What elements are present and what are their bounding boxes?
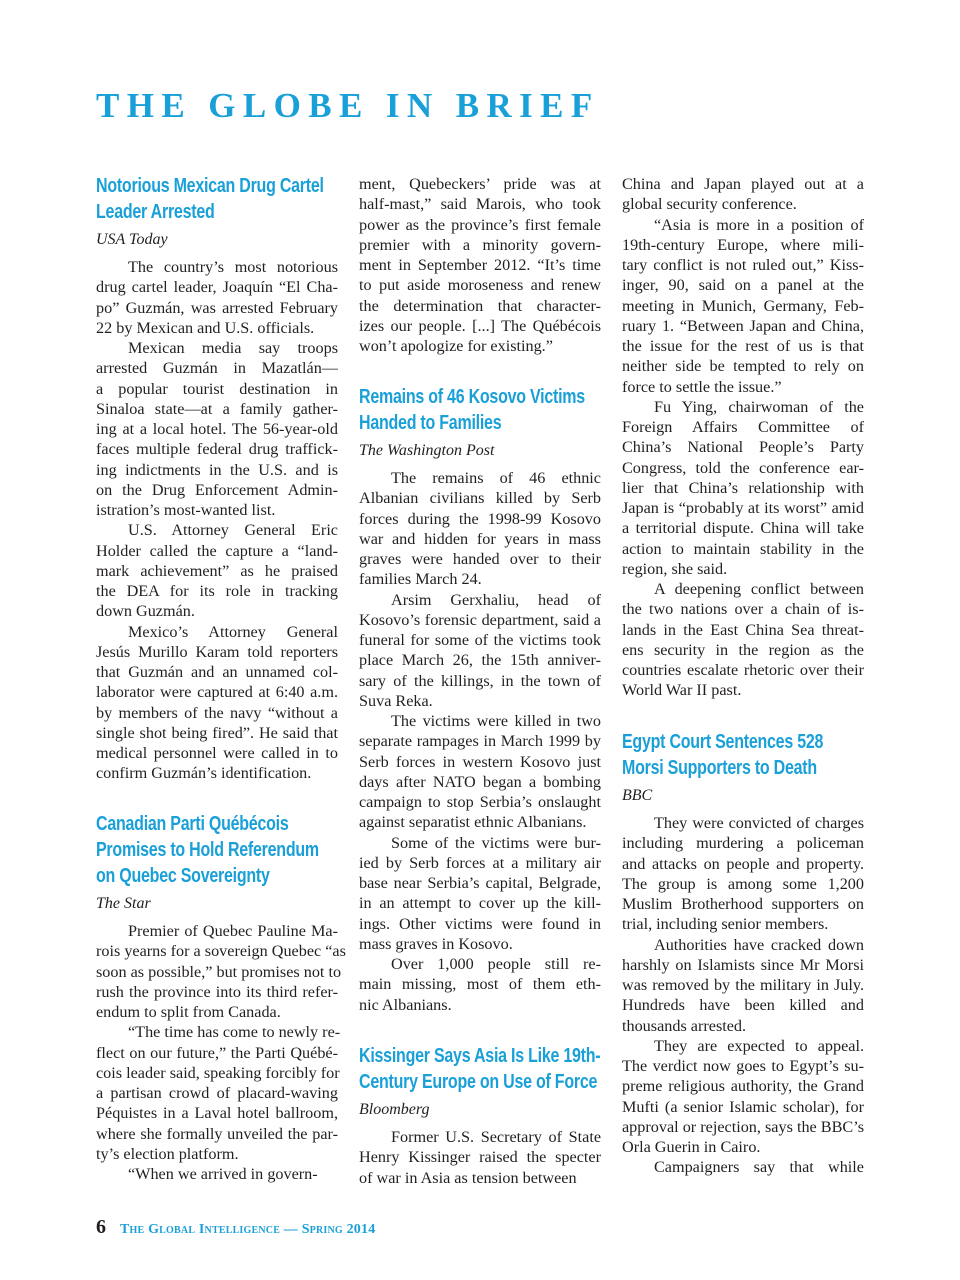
- headline-line: Canadian Parti Québécois: [96, 813, 289, 835]
- text-line: Péquistes in a Laval hotel ballroom,: [96, 1104, 338, 1123]
- paragraph: [359, 954, 601, 1015]
- text-line: The country’s most notorious: [128, 258, 338, 276]
- paragraph: [359, 468, 601, 590]
- text-line: the two nations over a chain of is-: [622, 600, 864, 619]
- headline-line: Handed to Families: [359, 412, 502, 434]
- text-line: a territorial dispute. China will take: [622, 519, 864, 538]
- text-line: Kosovo’s forensic department, said a: [359, 610, 601, 629]
- text-line: Over 1,000 people still re-: [391, 955, 601, 973]
- text-line: A deepening conflict between: [654, 580, 864, 598]
- text-line: in an attempt to cover up the kill-: [359, 894, 601, 913]
- text-line: ty’s election platform.: [96, 1144, 239, 1163]
- text-line: a partisan crowd of placard-waving: [96, 1084, 338, 1102]
- text-line: ment in September 2012. “It’s time: [359, 256, 601, 274]
- article-body: [359, 1127, 601, 1188]
- text-line: istration’s most-wanted list.: [96, 501, 276, 519]
- text-line: 19th-century Europe, where mili-: [622, 235, 864, 254]
- text-line: action to maintain stability in the: [622, 539, 864, 558]
- text-line: Congress, told the conference ear-: [622, 458, 864, 477]
- text-line: approval or rejection, says the BBC’s: [622, 1117, 864, 1136]
- text-line: and attacks on people and property.: [622, 854, 864, 873]
- article: [359, 1043, 601, 1188]
- text-line: medical personnel were called in to: [96, 744, 338, 762]
- paragraph: [622, 579, 864, 701]
- text-line: inger, 90, said on a panel at the: [622, 276, 864, 295]
- text-line: forces during the 1998-99 Kosovo: [359, 509, 601, 528]
- paragraph: [96, 257, 338, 338]
- text-line: won’t apologize for existing.”: [359, 337, 553, 355]
- text-line: of war in Asia as tension between: [359, 1168, 577, 1187]
- text-line: They are expected to appeal.: [654, 1036, 864, 1055]
- text-line: ruary 1. “Between Japan and China,: [622, 316, 864, 335]
- paragraph: [622, 813, 864, 935]
- article-continuation: [359, 174, 601, 356]
- paragraph: [622, 1036, 864, 1158]
- text-line: global security conference.: [622, 195, 797, 214]
- text-line: Suva Reka.: [359, 691, 433, 710]
- text-line: The group is among some 1,200: [622, 874, 864, 893]
- text-line: Japan is “probably at its worst” amid: [622, 499, 864, 517]
- text-line: ied by Serb forces at a military air: [359, 853, 601, 872]
- text-line: endum to split from Canada.: [96, 1003, 281, 1021]
- text-line: half-mast,” said Marois, who took: [359, 195, 601, 214]
- paragraph: [622, 1157, 864, 1177]
- text-line: Some of the victims were bur-: [391, 833, 601, 852]
- text-line: Serb forces in western Kosovo just: [359, 752, 601, 771]
- text-line: rush the province into its third refer-: [96, 982, 338, 1001]
- text-line: Mexico’s Attorney General: [128, 622, 338, 641]
- text-line: campaign to stop Serbia’s onslaught: [359, 793, 601, 811]
- headline-line: Remains of 46 Kosovo Victims: [359, 386, 585, 408]
- text-line: war and hidden for years in mass: [359, 529, 601, 548]
- text-line: Former U.S. Secretary of State: [391, 1128, 601, 1146]
- headline-line: Leader Arrested: [96, 201, 215, 223]
- article-headline: [359, 1043, 601, 1095]
- article-body: [359, 468, 601, 1015]
- text-line: to put aside moroseness and renew: [359, 276, 601, 295]
- text-line: rois yearns for a sovereign Quebec “as: [96, 942, 346, 961]
- text-line: days after NATO began a bombing: [359, 772, 601, 791]
- text-line: ing at a local hotel. The 56-year-old: [96, 420, 338, 438]
- text-line: izes our people. [...] The Québécois: [359, 316, 601, 335]
- text-line: thousands arrested.: [622, 1016, 747, 1035]
- text-line: lands in the East China Sea threat-: [622, 620, 864, 639]
- text-line: lier that China’s relationship with: [622, 478, 864, 497]
- text-line: The victims were killed in two: [391, 712, 601, 730]
- article-body: [96, 921, 346, 1184]
- article-source: BBC: [622, 787, 653, 804]
- article: [359, 384, 601, 1015]
- text-line: soon as possible,” but promises not to: [96, 962, 342, 981]
- text-line: was removed by the military in July.: [622, 976, 864, 994]
- text-line: “When we arrived in govern-: [128, 1165, 318, 1183]
- text-line: a popular tourist destination in: [96, 379, 338, 398]
- text-line: Foreign Affairs Committee of: [622, 418, 864, 436]
- text-line: Campaigners say that while: [654, 1158, 864, 1177]
- headline-line: Promises to Hold Referendum: [96, 839, 319, 861]
- paragraph: [622, 397, 864, 579]
- text-line: Authorities have cracked down: [654, 935, 864, 954]
- text-line: the DEA for its role in tracking: [96, 582, 338, 600]
- page-footer: [96, 1216, 375, 1239]
- article: [622, 729, 864, 1178]
- text-line: China and Japan played out at a: [622, 175, 864, 193]
- paragraph: [96, 520, 338, 621]
- article: [96, 811, 346, 1184]
- paragraph: [359, 1127, 601, 1188]
- text-line: ing indictments in the U.S. and is: [96, 460, 338, 479]
- paragraph: [622, 174, 864, 215]
- text-line: countries escalate rhetoric over their: [622, 661, 864, 679]
- paragraph: [359, 833, 601, 955]
- text-line: force to settle the issue.”: [622, 377, 782, 396]
- text-line: region, she said.: [622, 559, 728, 578]
- text-line: trial, including senior members.: [622, 915, 829, 934]
- headline-line: Kissinger Says Asia Is Like 19th-: [359, 1045, 601, 1067]
- text-line: ings. Other victims were found in: [359, 914, 601, 933]
- text-line: Arsim Gerxhaliu, head of: [391, 590, 601, 609]
- text-line: tary conflict is not ruled out,” Kiss-: [622, 256, 864, 274]
- text-line: faces multiple federal drug traffick-: [96, 440, 338, 459]
- paragraph: [96, 1164, 338, 1184]
- text-line: place March 26, the 15th anniver-: [359, 651, 601, 670]
- article-body: [96, 257, 338, 784]
- text-line: single shot being fired”. He said that: [96, 723, 338, 742]
- text-line: nic Albanians.: [359, 995, 452, 1014]
- text-line: separate rampages in March 1999 by: [359, 732, 601, 751]
- text-line: preme religious authority, the Grand: [622, 1077, 864, 1096]
- text-line: power as the province’s first female: [359, 215, 601, 234]
- article-body: [622, 174, 864, 701]
- text-line: Mexican media say troops: [128, 339, 338, 357]
- text-line: Sinaloa state—at a family gather-: [96, 399, 338, 418]
- article-source: USA Today: [96, 231, 168, 248]
- text-line: Henry Kissinger raised the specter: [359, 1148, 601, 1167]
- article-headline: [96, 173, 338, 225]
- text-line: against separatist ethnic Albanians.: [359, 813, 587, 832]
- text-line: main missing, most of them eth-: [359, 975, 601, 994]
- paragraph: [622, 935, 864, 1036]
- article-continuation: [622, 174, 864, 701]
- text-line: drug cartel leader, Joaquín “El Cha-: [96, 278, 338, 297]
- article-source: The Washington Post: [359, 442, 495, 459]
- text-line: U.S. Attorney General Eric: [128, 521, 338, 540]
- paragraph: [96, 622, 338, 784]
- paragraph: [96, 338, 338, 520]
- paragraph: [359, 590, 601, 712]
- text-line: ment, Quebeckers’ pride was at: [359, 175, 601, 193]
- text-line: down Guzmán.: [96, 602, 195, 621]
- text-line: graves were handed over to their: [359, 550, 601, 568]
- text-line: Fu Ying, chairwoman of the: [654, 397, 864, 416]
- page-number: 6: [96, 1216, 106, 1238]
- text-line: arrested Guzmán in Mazatlán—: [96, 359, 338, 378]
- text-line: Jesús Murillo Karam told reporters: [96, 642, 338, 661]
- text-line: laborator were captured at 6:40 a.m.: [96, 683, 338, 702]
- text-line: “The time has come to newly re-: [128, 1023, 341, 1042]
- text-line: mark achievement” as he praised: [96, 561, 338, 580]
- text-line: cois leader said, speaking forcibly for: [96, 1063, 340, 1082]
- text-line: Muslim Brotherhood supporters on: [622, 895, 864, 913]
- paragraph: [96, 921, 346, 1022]
- text-line: the issue for the rest of us is that: [622, 337, 864, 355]
- text-line: World War II past.: [622, 681, 742, 700]
- text-line: 22 by Mexican and U.S. officials.: [96, 318, 315, 337]
- text-line: po” Guzmán, was arrested February: [96, 298, 338, 317]
- text-line: Albanian civilians killed by Serb: [359, 489, 601, 508]
- text-line: base near Serbia’s capital, Belgrade,: [359, 874, 601, 892]
- text-line: premier with a minority govern-: [359, 235, 601, 254]
- article-body: [359, 174, 601, 356]
- publication-name: The Global Intelligence — Spring 2014: [120, 1222, 376, 1237]
- text-line: that Guzmán and an unnamed col-: [96, 663, 338, 681]
- headline-line: Notorious Mexican Drug Cartel: [96, 175, 324, 197]
- text-line: Orla Guerin in Cairo.: [622, 1138, 761, 1156]
- text-line: “Asia is more in a position of: [654, 215, 864, 234]
- text-line: confirm Guzmán’s identification.: [96, 764, 312, 783]
- text-line: meeting in Munich, Germany, Feb-: [622, 296, 864, 315]
- headline-line: Egypt Court Sentences 528: [622, 731, 824, 753]
- article-source: The Star: [96, 895, 151, 912]
- article: [96, 173, 338, 784]
- paragraph: [622, 215, 864, 397]
- headline-line: Morsi Supporters to Death: [622, 757, 817, 779]
- text-line: Hundreds have been killed and: [622, 996, 864, 1015]
- text-line: including murdering a policeman: [622, 834, 864, 853]
- article-body: [622, 813, 864, 1178]
- text-line: families March 24.: [359, 570, 482, 589]
- text-line: Holder called the capture a “land-: [96, 541, 338, 560]
- text-line: where she formally unveiled the par-: [96, 1124, 338, 1143]
- article-headline: [96, 811, 338, 889]
- paragraph: [96, 1022, 341, 1164]
- headline-line: on Quebec Sovereignty: [96, 865, 270, 887]
- text-line: ens security in the region as the: [622, 640, 864, 659]
- article-headline: [622, 729, 864, 781]
- text-line: flect on our future,” the Parti Québé-: [96, 1043, 338, 1062]
- text-line: harshly on Islamists since Mr Morsi: [622, 955, 864, 974]
- text-line: The verdict now goes to Egypt’s su-: [622, 1057, 864, 1075]
- paragraph: [359, 174, 601, 356]
- text-line: China’s National People’s Party: [622, 438, 864, 457]
- text-line: neither side be tempted to rely on: [622, 357, 864, 376]
- text-line: The remains of 46 ethnic: [391, 469, 601, 487]
- article-headline: [359, 384, 601, 436]
- paragraph: [359, 711, 601, 833]
- text-line: Premier of Quebec Pauline Ma-: [128, 922, 338, 940]
- text-line: sary of the killings, in the town of: [359, 671, 601, 690]
- text-line: on the Drug Enforcement Admin-: [96, 480, 338, 499]
- text-line: by members of the navy “without a: [96, 703, 338, 722]
- text-line: Mufti (a senior Islamic scholar), for: [622, 1097, 864, 1116]
- headline-line: Century Europe on Use of Force: [359, 1071, 598, 1093]
- text-line: They were convicted of charges: [654, 814, 864, 832]
- text-line: the determination that character-: [359, 296, 601, 315]
- article-source: Bloomberg: [359, 1101, 430, 1118]
- text-line: mass graves in Kosovo.: [359, 934, 513, 953]
- text-line: funeral for some of the victims took: [359, 631, 601, 649]
- page-title: THE GLOBE IN BRIEF: [96, 86, 600, 125]
